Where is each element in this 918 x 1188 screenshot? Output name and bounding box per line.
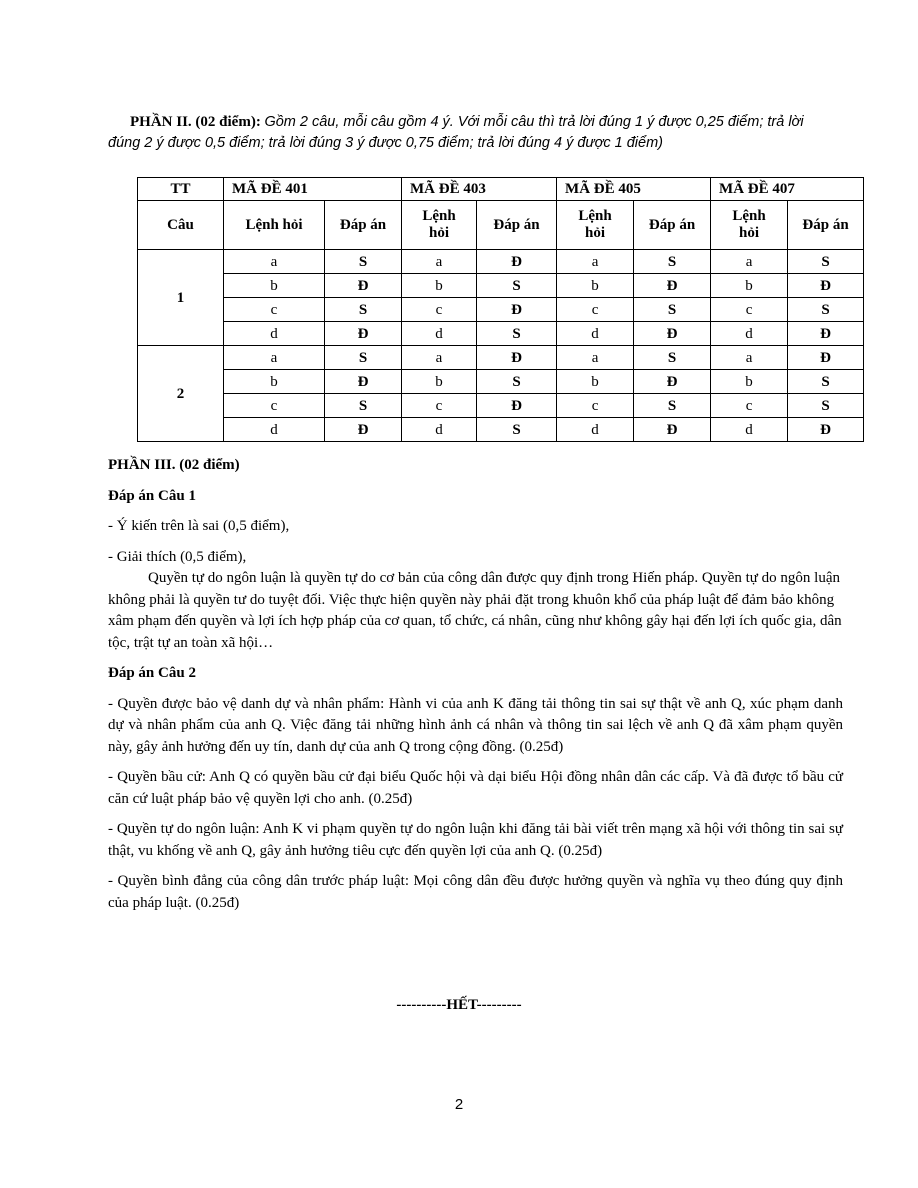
header-dap-an: Đáp án [325, 201, 402, 250]
answer-cell: Đ [477, 298, 557, 322]
header-lenh-hoi: Lệnh hỏi [224, 201, 325, 250]
part2-heading: PHẦN II. (02 điểm): [130, 114, 261, 130]
item-letter-cell: a [224, 250, 325, 274]
answer-cell: Đ [325, 322, 402, 346]
item-letter-cell: d [224, 418, 325, 442]
answer-cell: S [634, 394, 711, 418]
item-letter-cell: d [711, 418, 788, 442]
answer-cell: S [477, 274, 557, 298]
item-letter-cell: c [224, 394, 325, 418]
q2-item: - Quyền bình đẳng của công dân trước pháp luật: Mọi công dân đều được hưởng quyền và nghĩa vụ theo đúng quy định của pháp luật. (0.25đ) [108, 873, 843, 911]
table-row [138, 370, 864, 394]
item-letter-cell: b [224, 370, 325, 394]
item-letter-cell: a [557, 346, 634, 370]
item-letter-cell: d [557, 418, 634, 442]
answer-cell: S [788, 250, 864, 274]
item-letter-cell: a [402, 250, 477, 274]
q2-item: - Quyền tự do ngôn luận: Anh K vi phạm quyền tự do ngôn luận khi đăng tải bài viết trên mạng xã hội với thông tin sai sự thật, vu khống về anh Q, gây ảnh hưởng tiêu cực đến quyền lợi của anh Q. (0.25đ) [108, 821, 843, 859]
item-letter-cell: a [224, 346, 325, 370]
item-letter-cell: d [711, 322, 788, 346]
item-letter-cell: d [402, 418, 477, 442]
answer-cell: Đ [477, 394, 557, 418]
q2-heading: Đáp án Câu 2 [108, 665, 196, 681]
item-letter-cell: c [557, 394, 634, 418]
table-header-row [138, 178, 864, 201]
part2-description: Gồm 2 câu, mỗi câu gồm 4 ý. Với mỗi câu thì trả lời đúng 1 ý được 0,25 điểm; trả lời đúng 2 ý được 0,5 điểm; trả lời đúng 3 ý được 0,75 điểm; trả lời đúng 4 ý được 1 điểm) [108, 114, 804, 151]
header-dap-an: Đáp án [634, 201, 711, 250]
answer-cell: Đ [788, 346, 864, 370]
answer-cell: Đ [477, 250, 557, 274]
answer-cell: S [477, 322, 557, 346]
question-number-cell: 2 [138, 346, 224, 442]
answer-table-body [138, 250, 864, 442]
q2-item: - Quyền bầu cử: Anh Q có quyền bầu cử đại biểu Quốc hội và dại biểu Hội đồng nhân dân các cấp. Và đã được tổ bầu cử căn cứ luật pháp bảo vệ quyền lợi cho anh. (0.25đ) [108, 769, 843, 807]
q2-item: - Quyền được bảo vệ danh dự và nhân phẩm: Hành vi của anh K đăng tải thông tin sai sự thật về anh Q, xúc phạm danh dự và nhân phẩm của anh Q. Việc đăng tải những hình ảnh cá nhân và thông tin sai lệch về anh Q đã xâm phạm quyền này, gây ảnh hưởng đến uy tín, danh dự của anh Q trong cộng đồng. (0.25đ) [108, 695, 843, 755]
answer-cell: S [634, 298, 711, 322]
item-letter-cell: c [711, 298, 788, 322]
header-cau: Câu [138, 201, 224, 250]
item-letter-cell: c [557, 298, 634, 322]
part2-intro [108, 112, 838, 154]
item-letter-cell: b [402, 370, 477, 394]
header-dap-an: Đáp án [477, 201, 557, 250]
question-number-cell: 1 [138, 250, 224, 346]
header-dap-an: Đáp án [788, 201, 864, 250]
item-letter-cell: c [402, 298, 477, 322]
answer-cell: Đ [634, 418, 711, 442]
item-letter-cell: b [711, 370, 788, 394]
item-letter-cell: d [224, 322, 325, 346]
answer-cell: Đ [477, 346, 557, 370]
answer-cell: S [325, 394, 402, 418]
answer-cell: S [634, 250, 711, 274]
answer-cell: Đ [788, 322, 864, 346]
answer-cell: S [325, 298, 402, 322]
q1-line: - Ý kiến trên là sai (0,5 điểm), [108, 518, 290, 534]
answer-cell: S [788, 394, 864, 418]
answer-cell: S [788, 370, 864, 394]
answer-cell: Đ [325, 418, 402, 442]
answer-cell: Đ [634, 322, 711, 346]
item-letter-cell: a [711, 346, 788, 370]
item-letter-cell: b [224, 274, 325, 298]
header-code-401: MÃ ĐỀ 401 [224, 178, 402, 201]
header-code-407: MÃ ĐỀ 407 [711, 178, 864, 201]
header-code-405: MÃ ĐỀ 405 [557, 178, 711, 201]
item-letter-cell: b [557, 274, 634, 298]
header-tt: TT [138, 178, 224, 201]
table-row [138, 418, 864, 442]
answer-cell: Đ [788, 418, 864, 442]
answer-cell: Đ [325, 370, 402, 394]
part3-section [108, 455, 843, 914]
item-letter-cell: c [224, 298, 325, 322]
item-letter-cell: d [557, 322, 634, 346]
answer-table [137, 177, 864, 442]
answer-cell: S [477, 370, 557, 394]
answer-cell: Đ [325, 274, 402, 298]
header-lenh-hoi: Lệnh hỏi [557, 201, 634, 250]
answer-cell: Đ [634, 274, 711, 298]
answer-cell: S [634, 346, 711, 370]
answer-cell: S [325, 250, 402, 274]
answer-cell: S [325, 346, 402, 370]
item-letter-cell: c [711, 394, 788, 418]
q1-explanation: Quyền tự do ngôn luận là quyền tự do cơ bản của công dân được quy định trong Hiến pháp. Quyền tự do ngôn luận không phải là quyền tư do tuyệt đối. Việc thực hiện quyền này phải đặt trong khuôn khổ của pháp luật để đảm bảo không xâm phạm đến quyền và lợi ích hợp pháp của cơ quan, tổ chức, cá nhân, cũng như không gây hại đến lợi ích quốc gia, dân tộc, trật tự an toàn xã hội… [108, 570, 842, 651]
item-letter-cell: d [402, 322, 477, 346]
q1-heading: Đáp án Câu 1 [108, 487, 196, 504]
part3-heading: PHẦN III. (02 điểm) [108, 457, 240, 473]
item-letter-cell: a [711, 250, 788, 274]
table-subheader-row [138, 201, 864, 250]
table-row [138, 298, 864, 322]
table-row [138, 274, 864, 298]
table-row [138, 322, 864, 346]
item-letter-cell: a [557, 250, 634, 274]
answer-cell: S [477, 418, 557, 442]
q1-line: - Giải thích (0,5 điểm), [108, 548, 247, 565]
answer-cell: Đ [634, 370, 711, 394]
end-marker: ----------HẾT--------- [396, 997, 522, 1013]
answer-cell: S [788, 298, 864, 322]
item-letter-cell: b [557, 370, 634, 394]
header-lenh-hoi: Lệnh hỏi [402, 201, 477, 250]
item-letter-cell: b [711, 274, 788, 298]
table-row [138, 394, 864, 418]
table-row [138, 346, 864, 370]
item-letter-cell: b [402, 274, 477, 298]
table-row [138, 250, 864, 274]
page-number: 2 [454, 1096, 464, 1113]
item-letter-cell: c [402, 394, 477, 418]
item-letter-cell: a [402, 346, 477, 370]
header-lenh-hoi: Lệnh hỏi [711, 201, 788, 250]
header-code-403: MÃ ĐỀ 403 [402, 178, 557, 201]
answer-cell: Đ [788, 274, 864, 298]
